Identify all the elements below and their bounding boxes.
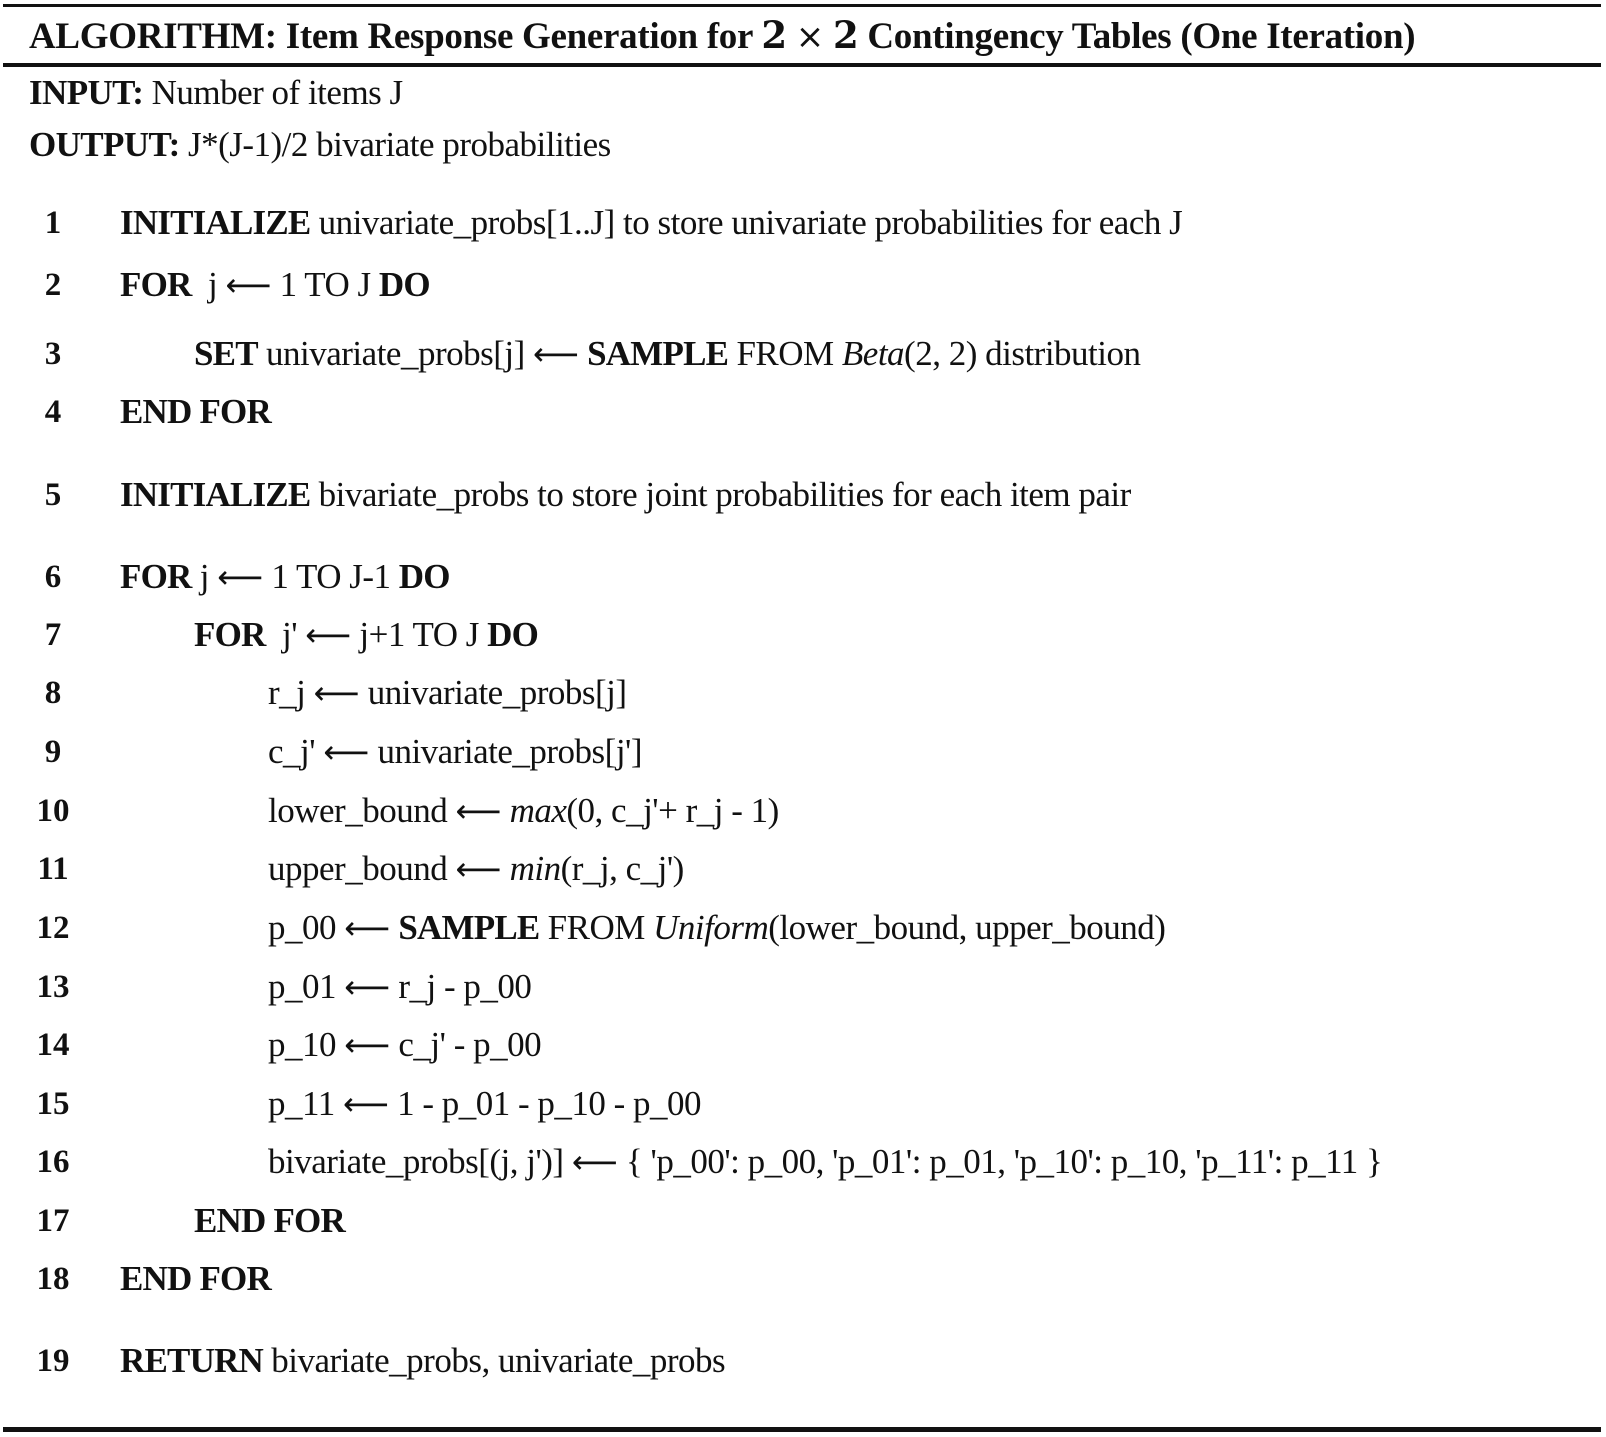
line-number: 2 xyxy=(44,267,62,303)
line-code: END FOR xyxy=(194,1201,345,1240)
line-code: FOR j ⟵ 1 TO J DO xyxy=(120,265,430,304)
output-text: J*(J-1)/2 bivariate probabilities xyxy=(179,125,611,164)
code-line-10 xyxy=(0,788,1606,834)
code-line-15 xyxy=(0,1081,1606,1127)
line-number: 17 xyxy=(36,1203,70,1239)
output-label: OUTPUT: xyxy=(29,125,180,164)
line-code: p_01 ⟵ r_j - p_00 xyxy=(268,967,532,1006)
code-line-3 xyxy=(0,331,1606,377)
code-line-6 xyxy=(0,554,1606,600)
code-line-16 xyxy=(0,1139,1606,1185)
line-number: 19 xyxy=(36,1343,70,1379)
input-spec xyxy=(29,70,403,116)
line-number: 18 xyxy=(36,1261,70,1297)
line-number: 5 xyxy=(44,477,62,513)
line-code: END FOR xyxy=(120,1259,271,1298)
code-line-4 xyxy=(0,389,1606,435)
input-text: Number of items J xyxy=(143,73,403,112)
left-arrow-icon: ⟵ xyxy=(217,558,258,596)
left-arrow-icon: ⟵ xyxy=(342,1085,383,1123)
top-rule xyxy=(3,4,1601,7)
line-code: FOR j ⟵ 1 TO J-1 DO xyxy=(120,557,450,596)
line-code: p_11 ⟵ 1 - p_01 - p_10 - p_00 xyxy=(268,1084,702,1123)
line-code: FOR j' ⟵ j+1 TO J DO xyxy=(194,615,539,654)
code-line-13 xyxy=(0,964,1606,1010)
line-code: INITIALIZE bivariate_probs to store joint probabilities for each item pair xyxy=(120,475,1131,514)
line-code: RETURN bivariate_probs, univariate_probs xyxy=(120,1341,726,1380)
left-arrow-icon: ⟵ xyxy=(225,266,266,304)
line-number: 14 xyxy=(36,1027,70,1063)
left-arrow-icon: ⟵ xyxy=(344,968,385,1006)
line-number: 10 xyxy=(36,793,70,829)
line-code: lower_bound ⟵ max(0, c_j'+ r_j - 1) xyxy=(268,791,779,830)
code-line-5 xyxy=(0,472,1606,518)
code-line-14 xyxy=(0,1022,1606,1068)
line-number: 16 xyxy=(36,1144,70,1180)
line-code: p_10 ⟵ c_j' - p_00 xyxy=(268,1025,542,1064)
code-line-2 xyxy=(0,262,1606,308)
code-line-11 xyxy=(0,846,1606,892)
line-code: p_00 ⟵ SAMPLE FROM Uniform(lower_bound, upper_bound) xyxy=(268,908,1166,947)
line-code: r_j ⟵ univariate_probs[j] xyxy=(268,673,627,712)
left-arrow-icon: ⟵ xyxy=(344,909,385,947)
code-line-1 xyxy=(0,200,1606,246)
line-number: 4 xyxy=(44,394,62,430)
line-number: 3 xyxy=(44,336,62,372)
line-number: 9 xyxy=(44,734,62,770)
bottom-rule xyxy=(3,1427,1601,1432)
line-number: 6 xyxy=(44,559,62,595)
left-arrow-icon: ⟵ xyxy=(323,733,364,771)
code-line-7 xyxy=(0,612,1606,658)
line-code: c_j' ⟵ univariate_probs[j'] xyxy=(268,732,643,771)
line-code: END FOR xyxy=(120,392,271,431)
line-code: INITIALIZE univariate_probs[1..J] to store univariate probabilities for each J xyxy=(120,203,1183,242)
line-number: 8 xyxy=(44,675,62,711)
line-number: 13 xyxy=(36,969,70,1005)
line-number: 1 xyxy=(44,205,62,241)
algorithm-title: ALGORITHM: Item Response Generation for 2 × 2 Contingency Tables (One Iteration) xyxy=(29,13,1416,57)
line-number: 11 xyxy=(37,851,69,887)
code-line-9 xyxy=(0,729,1606,775)
left-arrow-icon: ⟵ xyxy=(533,335,573,373)
line-code: SET univariate_probs[j] ⟵ SAMPLE FROM Beta(2, 2) distribution xyxy=(194,334,1141,373)
line-code: bivariate_probs[(j, j')] ⟵ { 'p_00': p_00, 'p_01': p_01, 'p_10': p_10, 'p_11': p_11 } xyxy=(268,1142,1383,1181)
line-number: 7 xyxy=(44,617,62,653)
line-code: upper_bound ⟵ min(r_j, c_j') xyxy=(268,849,684,888)
code-line-19 xyxy=(0,1338,1606,1384)
left-arrow-icon: ⟵ xyxy=(305,616,346,654)
input-label: INPUT: xyxy=(29,73,144,112)
code-line-18 xyxy=(0,1256,1606,1302)
code-line-12 xyxy=(0,905,1606,951)
left-arrow-icon: ⟵ xyxy=(313,674,354,712)
left-arrow-icon: ⟵ xyxy=(344,1026,385,1064)
code-line-8 xyxy=(0,670,1606,716)
left-arrow-icon: ⟵ xyxy=(455,792,496,830)
output-spec xyxy=(29,122,611,168)
code-line-17 xyxy=(0,1198,1606,1244)
left-arrow-icon: ⟵ xyxy=(455,850,496,888)
line-number: 12 xyxy=(36,910,70,946)
left-arrow-icon: ⟵ xyxy=(571,1143,612,1181)
header-rule xyxy=(3,63,1601,67)
line-number: 15 xyxy=(36,1086,70,1122)
